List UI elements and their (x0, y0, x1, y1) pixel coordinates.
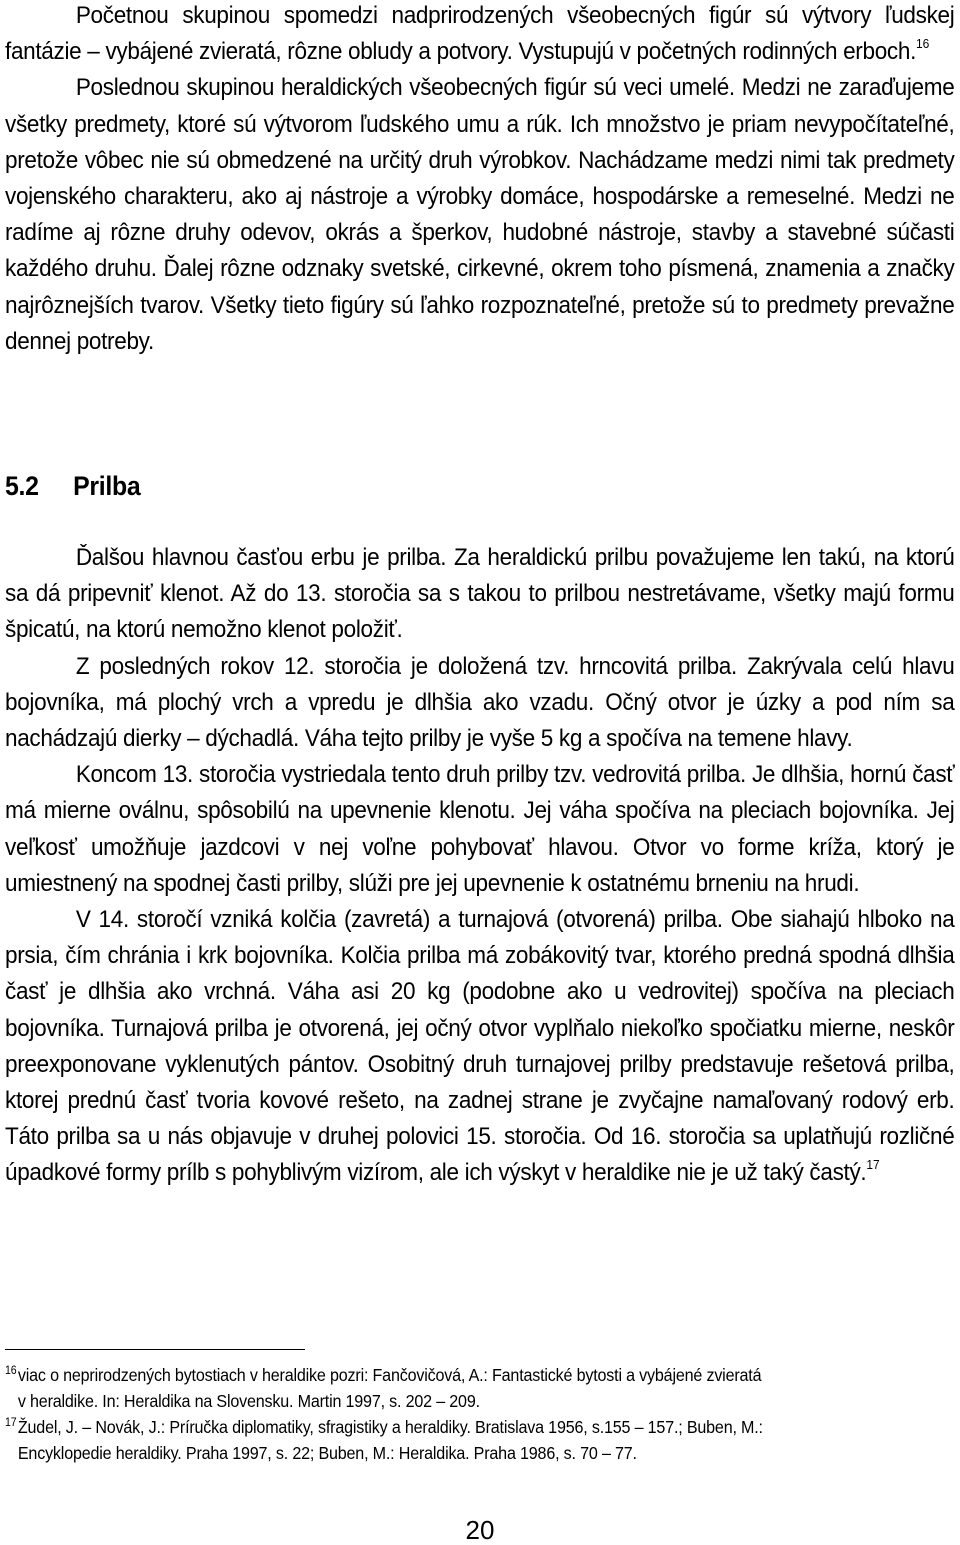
footnote-line: Žudel, J. – Novák, J.: Príručka diplomatiky, sfragistiky a heraldiky. Bratislava 1956, s.155 – 157.; Buben, M.: (17, 1417, 763, 1437)
paragraph-pot-helmet: Z posledných rokov 12. storočia je doložená tzv. hrncovitá prilba. Zakrývala celú hlavu bojovníka, má plochý vrch a vpredu je dlhšia ako vzadu. Očný otvor je úzky a pod ním sa nachádzajú dierky – dýchadlá. Váha tejto prilby je vyše 5 kg a spočíva na temene hlavy. (5, 652, 955, 753)
section-number: 5.2 (5, 471, 39, 501)
footnote-line: Encyklopedie heraldiky. Praha 1997, s. 22; Buben, M.: Heraldika. Praha 1986, s. 70 – 77. (17, 1443, 637, 1463)
footnote-line: v heraldike. In: Heraldika na Slovensku. Martin 1997, s. 202 – 209. (17, 1391, 480, 1411)
paragraph-bucket-helmet: Koncom 13. storočia vystriedala tento druh prilby tzv. vedrovitá prilba. Je dlhšia, hornú časť má mierne oválnu, spôsobilú na upevnenie klenotu. Jej váha spočíva na pleciach bojovníka. Jej veľkosť umožňuje jazdcovi v nej voľne pohybovať hlavou. Otvor vo forme kríža, ktorý je umiestnený na spodnej časti prilby, slúži pre jej upevnenie k ostatnému brneniu na hrudi. (5, 761, 955, 897)
paragraph-tournament-helmet (5, 902, 954, 1192)
paragraph-text: V 14. storočí vzniká kolčia (zavretá) a turnajová (otvorená) prilba. Obe siahajú hlboko na prsia, čím chránia i krk bojovníka. Kolčia prilba má zobákovitý tvar, ktorého predná spodná dlhšia časť je dlhšia ako vrchná. Váha asi 20 kg (podobne ako u vedrovitej) spočíva na pleciach bojovníka. Turnajová prilba je otvorená, jej očný otvor vyplňalo niekoľko spočiatku mierne, neskôr preexponovane vyklenutých pántov. Osobitný druh turnajovej prilby predstavuje rešetová prilba, ktorej prednú časť tvoria kovové rešeto, na zadnej strane je zvyčajne namaľovaný rodový erb. Táto prilba sa u nás objavuje v druhej polovici 15. storočia. Od 16. storočia sa uplatňujú rozličné úpadkové formy prílb s pohyblivým vizírom, ale ich výskyt v heraldike nie je už taký častý. (5, 906, 955, 1187)
section-body (5, 540, 954, 1192)
section-title: Prilba (73, 471, 141, 501)
footnote-17: 17Žudel, J. – Novák, J.: Príručka diplomatiky, sfragistiky a heraldiky. Bratislava 1956, s.155 – 157.; Buben, M.: Encyklopedie heraldiky. Praha 1997, s. 22; Buben, M.: Heraldika. Praha 1986, s. 70 – 77. (5, 1414, 934, 1466)
intro-block (5, 0, 954, 360)
footnote-divider (5, 1349, 305, 1350)
footnote-16: 16viac o neprirodzených bytostiach v heraldike pozri: Fančovičová, A.: Fantastické bytosti a vybájené zvieratá v heraldike. In: Heraldika na Slovensku. Martin 1997, s. 202 – 209. (5, 1362, 934, 1414)
page-number: 20 (465, 1515, 495, 1545)
paragraph-fantasy-figures (5, 0, 954, 70)
paragraph-helmet-intro: Ďalšou hlavnou časťou erbu je prilba. Za heraldickú prilbu považujeme len takú, na ktorú sa dá pripevniť klenot. Až do 13. storočia sa s takou to prilbou nestretávame, všetky majú formu špicatú, na ktorú nemožno klenot položiť. (5, 544, 955, 644)
paragraph-artificial-objects: Poslednou skupinou heraldických všeobecných figúr sú veci umelé. Medzi ne zaraďujeme všetky predmety, ktoré sú výtvorom ľudského umu a rúk. Ich množstvo je priam nevypočítateľné, pretože vôbec nie sú obmedzené na určitý druh výrobkov. Nachádzame medzi nimi tak predmety vojenského charakteru, ako aj nástroje a výrobky domáce, hospodárske a remeselné. Medzi ne radíme aj rôzne druhy odevov, okrás a šperkov, hudobné nástroje, stavby a stavebné súčasti každého druhu. Ďalej rôzne odznaky svetské, cirkevné, okrem toho písmená, znamenia a značky najrôznejších tvarov. Všetky tieto figúry sú ľahko rozpoznateľné, pretože sú to predmety prevažne dennej potreby. (5, 74, 955, 355)
footnote-ref-17[interactable]: 17 (866, 1157, 880, 1173)
paragraph-text: Početnou skupinou spomedzi nadprirodzených všeobecných figúr sú výtvory ľudskej fantázie – vybájené zvieratá, rôzne obludy a potvory. Vystupujú v početných rodinných erboch. (5, 2, 955, 66)
footnote-ref-16[interactable]: 16 (916, 36, 930, 52)
section-heading (5, 468, 140, 504)
footnote-line: viac o neprirodzených bytostiach v heraldike pozri: Fančovičová, A.: Fantastické bytosti a vybájené zvieratá (17, 1365, 762, 1385)
